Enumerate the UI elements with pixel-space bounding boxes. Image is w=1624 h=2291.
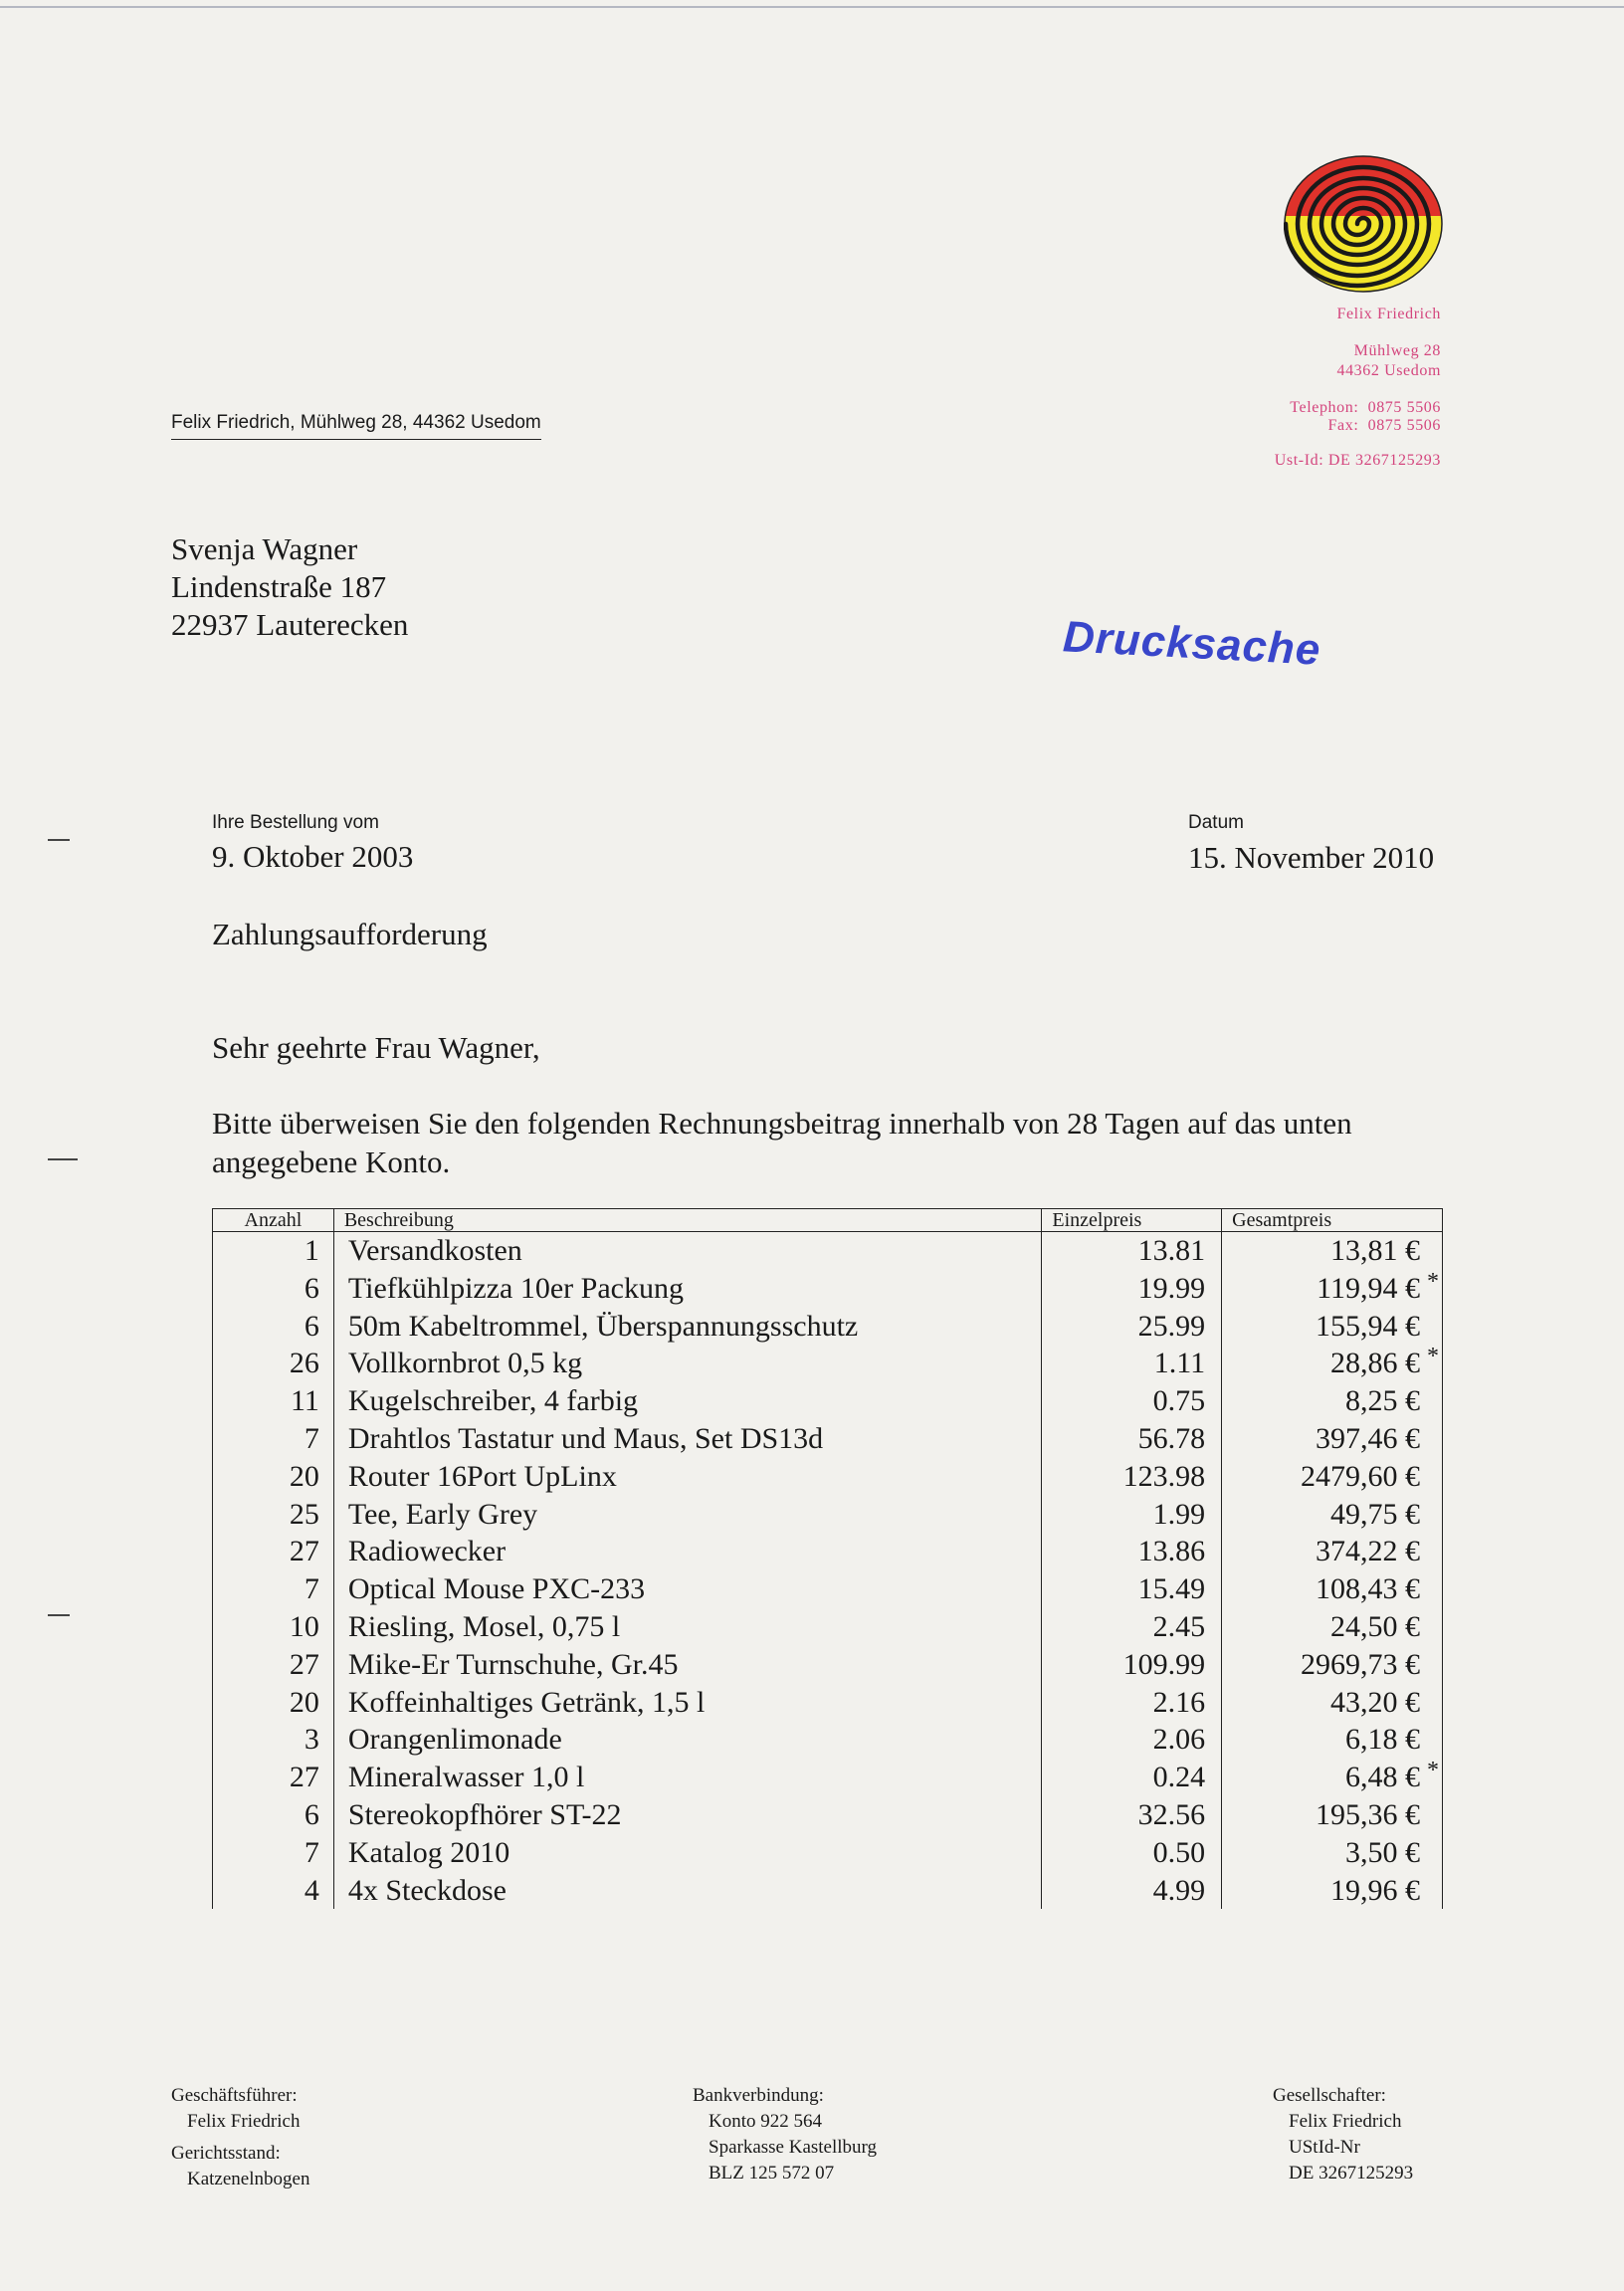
cell-unit-price: 123.98	[1042, 1458, 1222, 1496]
cell-quantity: 4	[213, 1872, 334, 1910]
salutation: Sehr geehrte Frau Wagner,	[212, 1030, 540, 1065]
table-row	[213, 1721, 1443, 1759]
cell-description: Vollkornbrot 0,5 kg	[333, 1345, 1042, 1382]
total-amount: 155,94 €	[1316, 1309, 1420, 1343]
order-date-value: 9. Oktober 2003	[212, 839, 414, 874]
total-amount: 24,50 €	[1330, 1609, 1420, 1643]
cell-total-price	[1222, 1420, 1443, 1458]
footer-shareholder-name: Felix Friedrich	[1289, 2111, 1402, 2132]
cell-description: Tiefkühlpizza 10er Packung	[333, 1270, 1042, 1308]
table-row	[213, 1458, 1443, 1496]
footnote-asterisk: *	[1427, 1758, 1439, 1784]
total-amount: 43,20 €	[1330, 1685, 1420, 1719]
cell-description: Stereokopfhörer ST-22	[333, 1796, 1042, 1834]
order-date-label: Ihre Bestellung vom	[212, 812, 379, 833]
letterhead-ustid: Ust-Id: DE 3267125293	[1274, 452, 1441, 469]
table-row	[213, 1345, 1443, 1382]
cell-quantity: 6	[213, 1796, 334, 1834]
cell-description: Tee, Early Grey	[333, 1496, 1042, 1534]
recipient-address	[171, 530, 408, 644]
cell-description: Router 16Port UpLinx	[333, 1458, 1042, 1496]
cell-description: Drahtlos Tastatur und Maus, Set DS13d	[333, 1420, 1042, 1458]
table-row	[213, 1834, 1443, 1872]
table-row	[213, 1270, 1443, 1308]
cell-total-price	[1222, 1382, 1443, 1420]
footer-bank	[693, 2083, 877, 2187]
cell-unit-price: 25.99	[1042, 1308, 1222, 1346]
cell-unit-price: 1.99	[1042, 1496, 1222, 1534]
cell-total-price	[1222, 1608, 1443, 1646]
cell-unit-price: 2.16	[1042, 1684, 1222, 1722]
cell-quantity: 7	[213, 1834, 334, 1872]
total-amount: 49,75 €	[1330, 1497, 1420, 1531]
cell-total-price	[1222, 1646, 1443, 1684]
total-amount: 28,86 €	[1330, 1347, 1420, 1380]
cell-description: Optical Mouse PXC-233	[333, 1570, 1042, 1608]
total-amount: 2479,60 €	[1301, 1459, 1420, 1493]
cell-quantity: 11	[213, 1382, 334, 1420]
letterhead-city: 44362 Usedom	[1336, 362, 1441, 379]
footer-court-name: Katzenelnbogen	[187, 2169, 310, 2189]
footer-ustid-value: DE 3267125293	[1289, 2163, 1414, 2184]
table-row	[213, 1646, 1443, 1684]
table-row	[213, 1496, 1443, 1534]
cell-total-price	[1222, 1759, 1443, 1796]
cell-description: 50m Kabeltrommel, Überspannungsschutz	[333, 1308, 1042, 1346]
table-row	[213, 1533, 1443, 1570]
cell-unit-price: 56.78	[1042, 1420, 1222, 1458]
drucksache-stamp: Drucksache	[1061, 612, 1322, 675]
cell-total-price	[1222, 1570, 1443, 1608]
cell-quantity: 7	[213, 1570, 334, 1608]
recipient-city: 22937 Lauterecken	[171, 607, 409, 642]
total-amount: 374,22 €	[1316, 1535, 1420, 1568]
table-row	[213, 1684, 1443, 1722]
cell-total-price	[1222, 1684, 1443, 1722]
cell-description: Riesling, Mosel, 0,75 l	[333, 1608, 1042, 1646]
cell-description: Koffeinhaltiges Getränk, 1,5 l	[333, 1684, 1042, 1722]
footer-bank-code: BLZ 125 572 07	[709, 2163, 835, 2184]
body-text: Bitte überweisen Sie den folgenden Rechnungsbeitrag innerhalb von 28 Tagen auf das unten angegebene Konto.	[212, 1106, 1352, 1179]
header-unit-price: Einzelpreis	[1042, 1209, 1222, 1232]
letterhead-fax: Fax: 0875 5506	[1327, 417, 1441, 434]
total-amount: 2969,73 €	[1301, 1647, 1420, 1681]
cell-description: Radiowecker	[333, 1533, 1042, 1570]
cell-unit-price: 13.86	[1042, 1533, 1222, 1570]
table-row	[213, 1759, 1443, 1796]
fold-mark	[48, 839, 70, 841]
letterhead-street: Mühlweg 28	[1353, 342, 1441, 359]
total-amount: 3,50 €	[1345, 1835, 1420, 1869]
cell-total-price	[1222, 1721, 1443, 1759]
date-label: Datum	[1188, 812, 1244, 833]
footer-ceo-name: Felix Friedrich	[187, 2111, 301, 2132]
table-row	[213, 1608, 1443, 1646]
cell-unit-price: 13.81	[1042, 1232, 1222, 1270]
total-amount: 19,96 €	[1330, 1873, 1420, 1907]
total-amount: 195,36 €	[1316, 1797, 1420, 1831]
letterhead-name: Felix Friedrich	[1336, 306, 1441, 322]
footer-court-title: Gerichtsstand:	[171, 2143, 281, 2164]
table-row	[213, 1570, 1443, 1608]
total-amount: 8,25 €	[1345, 1384, 1420, 1418]
cell-description: Mineralwasser 1,0 l	[333, 1759, 1042, 1796]
cell-total-price	[1222, 1458, 1443, 1496]
cell-description: Versandkosten	[333, 1232, 1042, 1270]
cell-quantity: 26	[213, 1345, 334, 1382]
header-quantity: Anzahl	[213, 1209, 334, 1232]
cell-quantity: 25	[213, 1496, 334, 1534]
footer-bank-account: Konto 922 564	[709, 2111, 822, 2132]
top-scan-edge	[0, 6, 1624, 8]
cell-quantity: 3	[213, 1721, 334, 1759]
cell-unit-price: 0.50	[1042, 1834, 1222, 1872]
total-amount: 119,94 €	[1317, 1271, 1420, 1305]
footer-shareholder	[1273, 2083, 1413, 2187]
cell-total-price	[1222, 1834, 1443, 1872]
cell-unit-price: 0.24	[1042, 1759, 1222, 1796]
cell-unit-price: 2.45	[1042, 1608, 1222, 1646]
cell-total-price	[1222, 1308, 1443, 1346]
cell-quantity: 7	[213, 1420, 334, 1458]
cell-unit-price: 1.11	[1042, 1345, 1222, 1382]
cell-description: Kugelschreiber, 4 farbig	[333, 1382, 1042, 1420]
footnote-asterisk: *	[1427, 1268, 1439, 1295]
cell-total-price	[1222, 1345, 1443, 1382]
cell-description: Katalog 2010	[333, 1834, 1042, 1872]
cell-quantity: 27	[213, 1533, 334, 1570]
total-amount: 397,46 €	[1316, 1421, 1420, 1455]
recipient-street: Lindenstraße 187	[171, 569, 387, 604]
table-row	[213, 1872, 1443, 1910]
cell-quantity: 27	[213, 1646, 334, 1684]
footer-bank-name: Sparkasse Kastellburg	[709, 2137, 878, 2158]
fold-mark	[48, 1614, 70, 1616]
header-description: Beschreibung	[333, 1209, 1042, 1232]
fold-mark	[48, 1158, 78, 1160]
footer-bank-title: Bankverbindung:	[693, 2085, 824, 2106]
cell-quantity: 20	[213, 1458, 334, 1496]
cell-total-price	[1222, 1872, 1443, 1910]
footer-management	[171, 2083, 309, 2192]
total-amount: 6,18 €	[1345, 1723, 1420, 1757]
recipient-name: Svenja Wagner	[171, 531, 358, 566]
subject: Zahlungsaufforderung	[212, 917, 488, 951]
footer-ustid-label: UStId-Nr	[1289, 2137, 1360, 2158]
cell-unit-price: 4.99	[1042, 1872, 1222, 1910]
footer-shareholder-title: Gesellschafter:	[1273, 2085, 1386, 2106]
cell-description: 4x Steckdose	[333, 1872, 1042, 1910]
cell-description: Orangenlimonade	[333, 1721, 1042, 1759]
date-value: 15. November 2010	[1188, 840, 1435, 875]
total-amount: 6,48 €	[1345, 1761, 1420, 1794]
cell-total-price	[1222, 1796, 1443, 1834]
table-header-row	[213, 1209, 1443, 1232]
spiral-logo-icon	[1284, 154, 1443, 294]
cell-quantity: 1	[213, 1232, 334, 1270]
cell-total-price	[1222, 1232, 1443, 1270]
cell-total-price	[1222, 1270, 1443, 1308]
cell-quantity: 10	[213, 1608, 334, 1646]
table-body	[213, 1232, 1443, 1910]
cell-quantity: 27	[213, 1759, 334, 1796]
cell-quantity: 20	[213, 1684, 334, 1722]
table-row	[213, 1232, 1443, 1270]
table-row	[213, 1796, 1443, 1834]
total-amount: 108,43 €	[1316, 1572, 1420, 1606]
cell-quantity: 6	[213, 1270, 334, 1308]
footnote-asterisk: *	[1427, 1344, 1439, 1370]
cell-description: Mike-Er Turnschuhe, Gr.45	[333, 1646, 1042, 1684]
cell-quantity: 6	[213, 1308, 334, 1346]
cell-unit-price: 2.06	[1042, 1721, 1222, 1759]
header-total-price: Gesamtpreis	[1222, 1209, 1443, 1232]
cell-unit-price: 109.99	[1042, 1646, 1222, 1684]
letterhead-phone: Telephon: 0875 5506	[1290, 399, 1441, 416]
total-amount: 13,81 €	[1330, 1234, 1420, 1267]
invoice-table	[212, 1208, 1443, 1909]
table-row	[213, 1420, 1443, 1458]
cell-total-price	[1222, 1496, 1443, 1534]
cell-unit-price: 0.75	[1042, 1382, 1222, 1420]
cell-unit-price: 15.49	[1042, 1570, 1222, 1608]
cell-unit-price: 32.56	[1042, 1796, 1222, 1834]
table-row	[213, 1308, 1443, 1346]
cell-unit-price: 19.99	[1042, 1270, 1222, 1308]
sender-return-address: Felix Friedrich, Mühlweg 28, 44362 Usedom	[171, 412, 541, 440]
footer-ceo-title: Geschäftsführer:	[171, 2085, 298, 2106]
cell-total-price	[1222, 1533, 1443, 1570]
table-row	[213, 1382, 1443, 1420]
